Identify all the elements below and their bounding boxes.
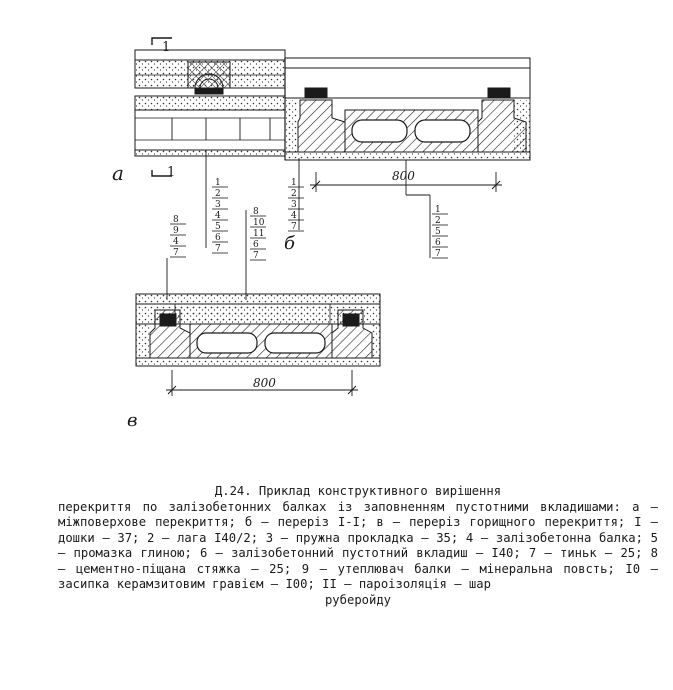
callout-number: 6 xyxy=(215,233,221,243)
callout-number: 9 xyxy=(173,226,179,236)
callout-number: 7 xyxy=(173,248,179,258)
caption-last-line: руберойду xyxy=(324,592,392,607)
callout-number: 8 xyxy=(253,207,259,217)
callout-a-left xyxy=(212,178,228,254)
callout-number: 2 xyxy=(291,189,297,199)
callout-a-right xyxy=(432,205,448,259)
figure-caption xyxy=(58,484,658,608)
callout-number: 5 xyxy=(215,222,221,232)
callout-number: 5 xyxy=(435,227,441,237)
callout-number: 2 xyxy=(215,189,221,199)
callout-number: 11 xyxy=(253,229,265,239)
cut-label-top: 1 xyxy=(162,40,171,55)
section-a-drawing xyxy=(135,38,530,258)
cut-label-bottom: 1 xyxy=(167,165,176,180)
callout-number: 1 xyxy=(215,178,221,188)
callout-number: 7 xyxy=(253,251,259,261)
section-b-letter: б xyxy=(284,233,295,254)
callout-number: 7 xyxy=(435,249,441,259)
caption-body: перекриття по залізобетонних балках із заповненням пустотними вкладишами: а – міжповерхове перекриття; б – переріз І-І; в – переріз горищного перекриття; І – дошки – 37; 2 – лага І40/2; 3 – пружна прокладка – 35; 4 – залізобетонна балка; 5 – промазка глиною; 6 – залізобетонний пустотний вкладиш – І40; 7 – тиньк – 25; 8 – цементно-піщана стяжка – 25; 9 – утеплювач балки – мінеральна повсть; І0 – засипка керамзитовим гравієм – І00; ІІ – пароізоляція – шар xyxy=(58,499,658,591)
section-a-dimension: 800 xyxy=(392,169,415,183)
section-a-letter: a xyxy=(112,161,124,185)
callout-number: 8 xyxy=(173,215,179,225)
section-v-letter: в xyxy=(127,410,138,431)
callout-number: 10 xyxy=(253,218,265,228)
callout-number: 1 xyxy=(291,178,297,188)
callout-v-left xyxy=(170,215,186,258)
callout-number: 3 xyxy=(215,200,221,210)
callout-number: 3 xyxy=(291,200,297,210)
callout-a-mid xyxy=(288,178,304,232)
callout-v-right xyxy=(250,207,266,261)
callout-number: 4 xyxy=(215,211,221,221)
callout-number: 7 xyxy=(215,244,221,254)
callout-number: 4 xyxy=(291,211,297,221)
callout-number: 6 xyxy=(435,238,441,248)
caption-title: Д.24. Приклад конструктивного вирішення xyxy=(214,484,502,498)
callout-number: 6 xyxy=(253,240,259,250)
callout-number: 1 xyxy=(435,205,441,215)
callout-number: 7 xyxy=(291,222,297,232)
section-v-dimension: 800 xyxy=(253,376,276,390)
callout-number: 4 xyxy=(173,237,179,247)
callout-number: 2 xyxy=(435,216,441,226)
